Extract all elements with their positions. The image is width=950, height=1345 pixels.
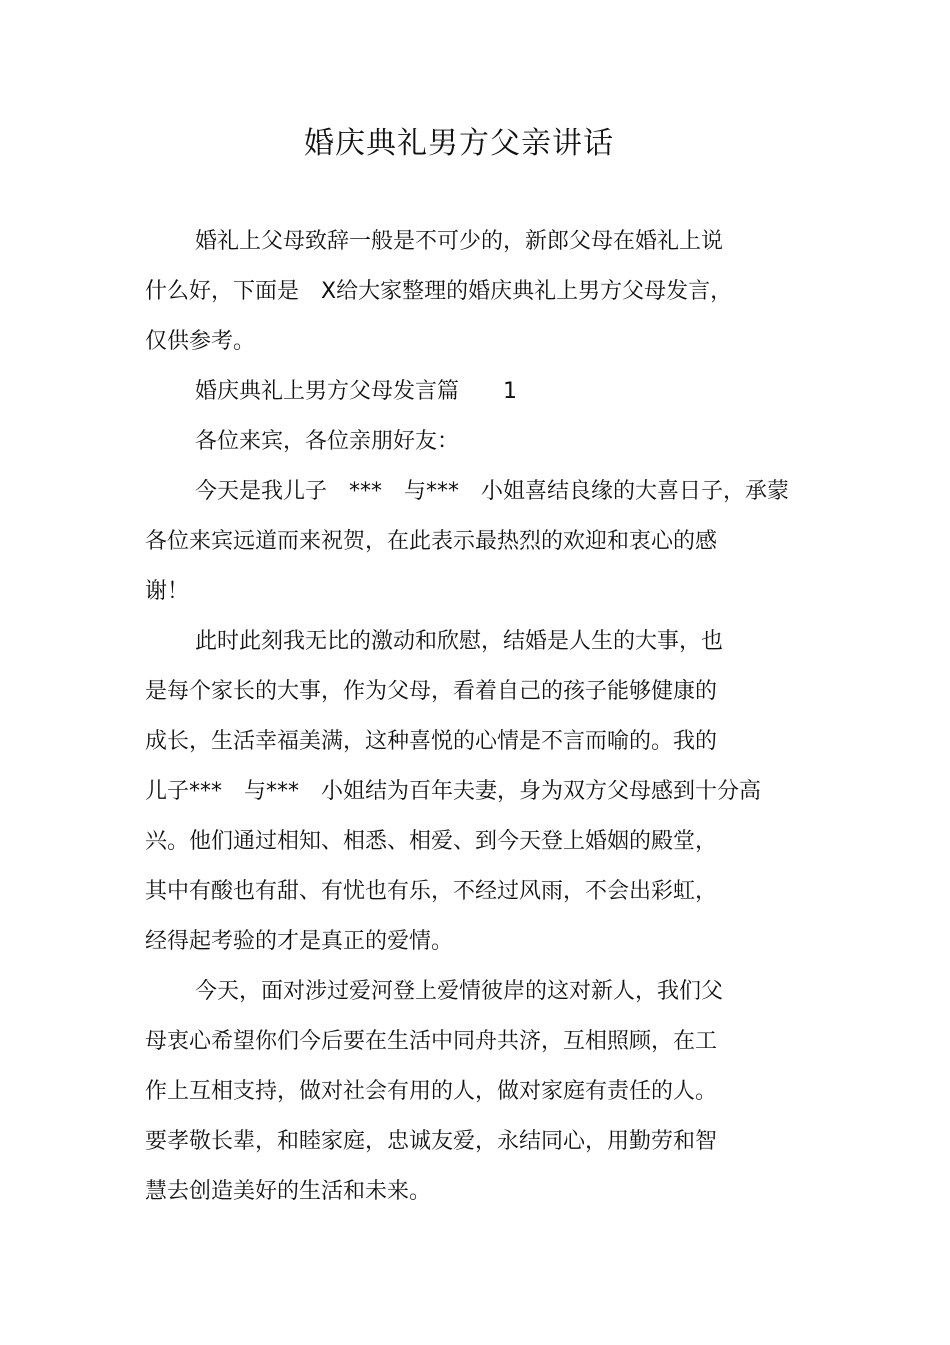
- paragraph-line: 其中有酸也有甜、有忧也有乐，不经过风雨，不会出彩虹，: [145, 879, 718, 904]
- section-heading: 婚庆典礼上男方父母发言篇 1: [195, 379, 517, 404]
- paragraph-line: 婚礼上父母致辞一般是不可少的，新郎父母在婚礼上说: [195, 229, 724, 254]
- paragraph-line: 什么好，下面是 X给大家整理的婚庆典礼上男方父母发言，: [145, 279, 733, 304]
- paragraph-line: 今天是我儿子 *** 与*** 小姐喜结良缘的大喜日子，承蒙: [195, 479, 790, 504]
- paragraph-line: 慧去创造美好的生活和未来。: [145, 1179, 432, 1204]
- paragraph-line: 是每个家长的大事，作为父母，看着自己的孩子能够健康的: [145, 679, 718, 704]
- paragraph-line: 今天，面对涉过爱河登上爱情彼岸的这对新人，我们父: [195, 979, 724, 1004]
- paragraph-line: 儿子*** 与*** 小姐结为百年夫妻，身为双方父母感到十分高: [145, 779, 762, 804]
- paragraph-line: 谢！: [145, 579, 190, 604]
- paragraph-line: 仅供参考。: [145, 329, 256, 354]
- paragraph-line: 此时此刻我无比的激动和欣慰，结婚是人生的大事，也: [195, 629, 724, 654]
- paragraph-line: 成长，生活幸福美满，这种喜悦的心情是不言而喻的。我的: [145, 729, 718, 754]
- paragraph-line: 兴。他们通过相知、相悉、相爱、到今天登上婚姻的殿堂，: [145, 829, 718, 854]
- document-title: 婚庆典礼男方父亲讲话: [304, 126, 614, 161]
- paragraph-line: 作上互相支持，做对社会有用的人，做对家庭有责任的人。: [145, 1079, 718, 1104]
- paragraph-line: 经得起考验的才是真正的爱情。: [145, 929, 454, 954]
- paragraph-line: 各位来宾远道而来祝贺，在此表示最热烈的欢迎和衷心的感: [145, 529, 718, 554]
- salutation-line: 各位来宾，各位亲朋好友：: [195, 429, 460, 454]
- paragraph-line: 要孝敬长辈，和睦家庭，忠诚友爱，永结同心，用勤劳和智: [145, 1129, 718, 1154]
- paragraph-line: 母衷心希望你们今后要在生活中同舟共济，互相照顾，在工: [145, 1029, 718, 1054]
